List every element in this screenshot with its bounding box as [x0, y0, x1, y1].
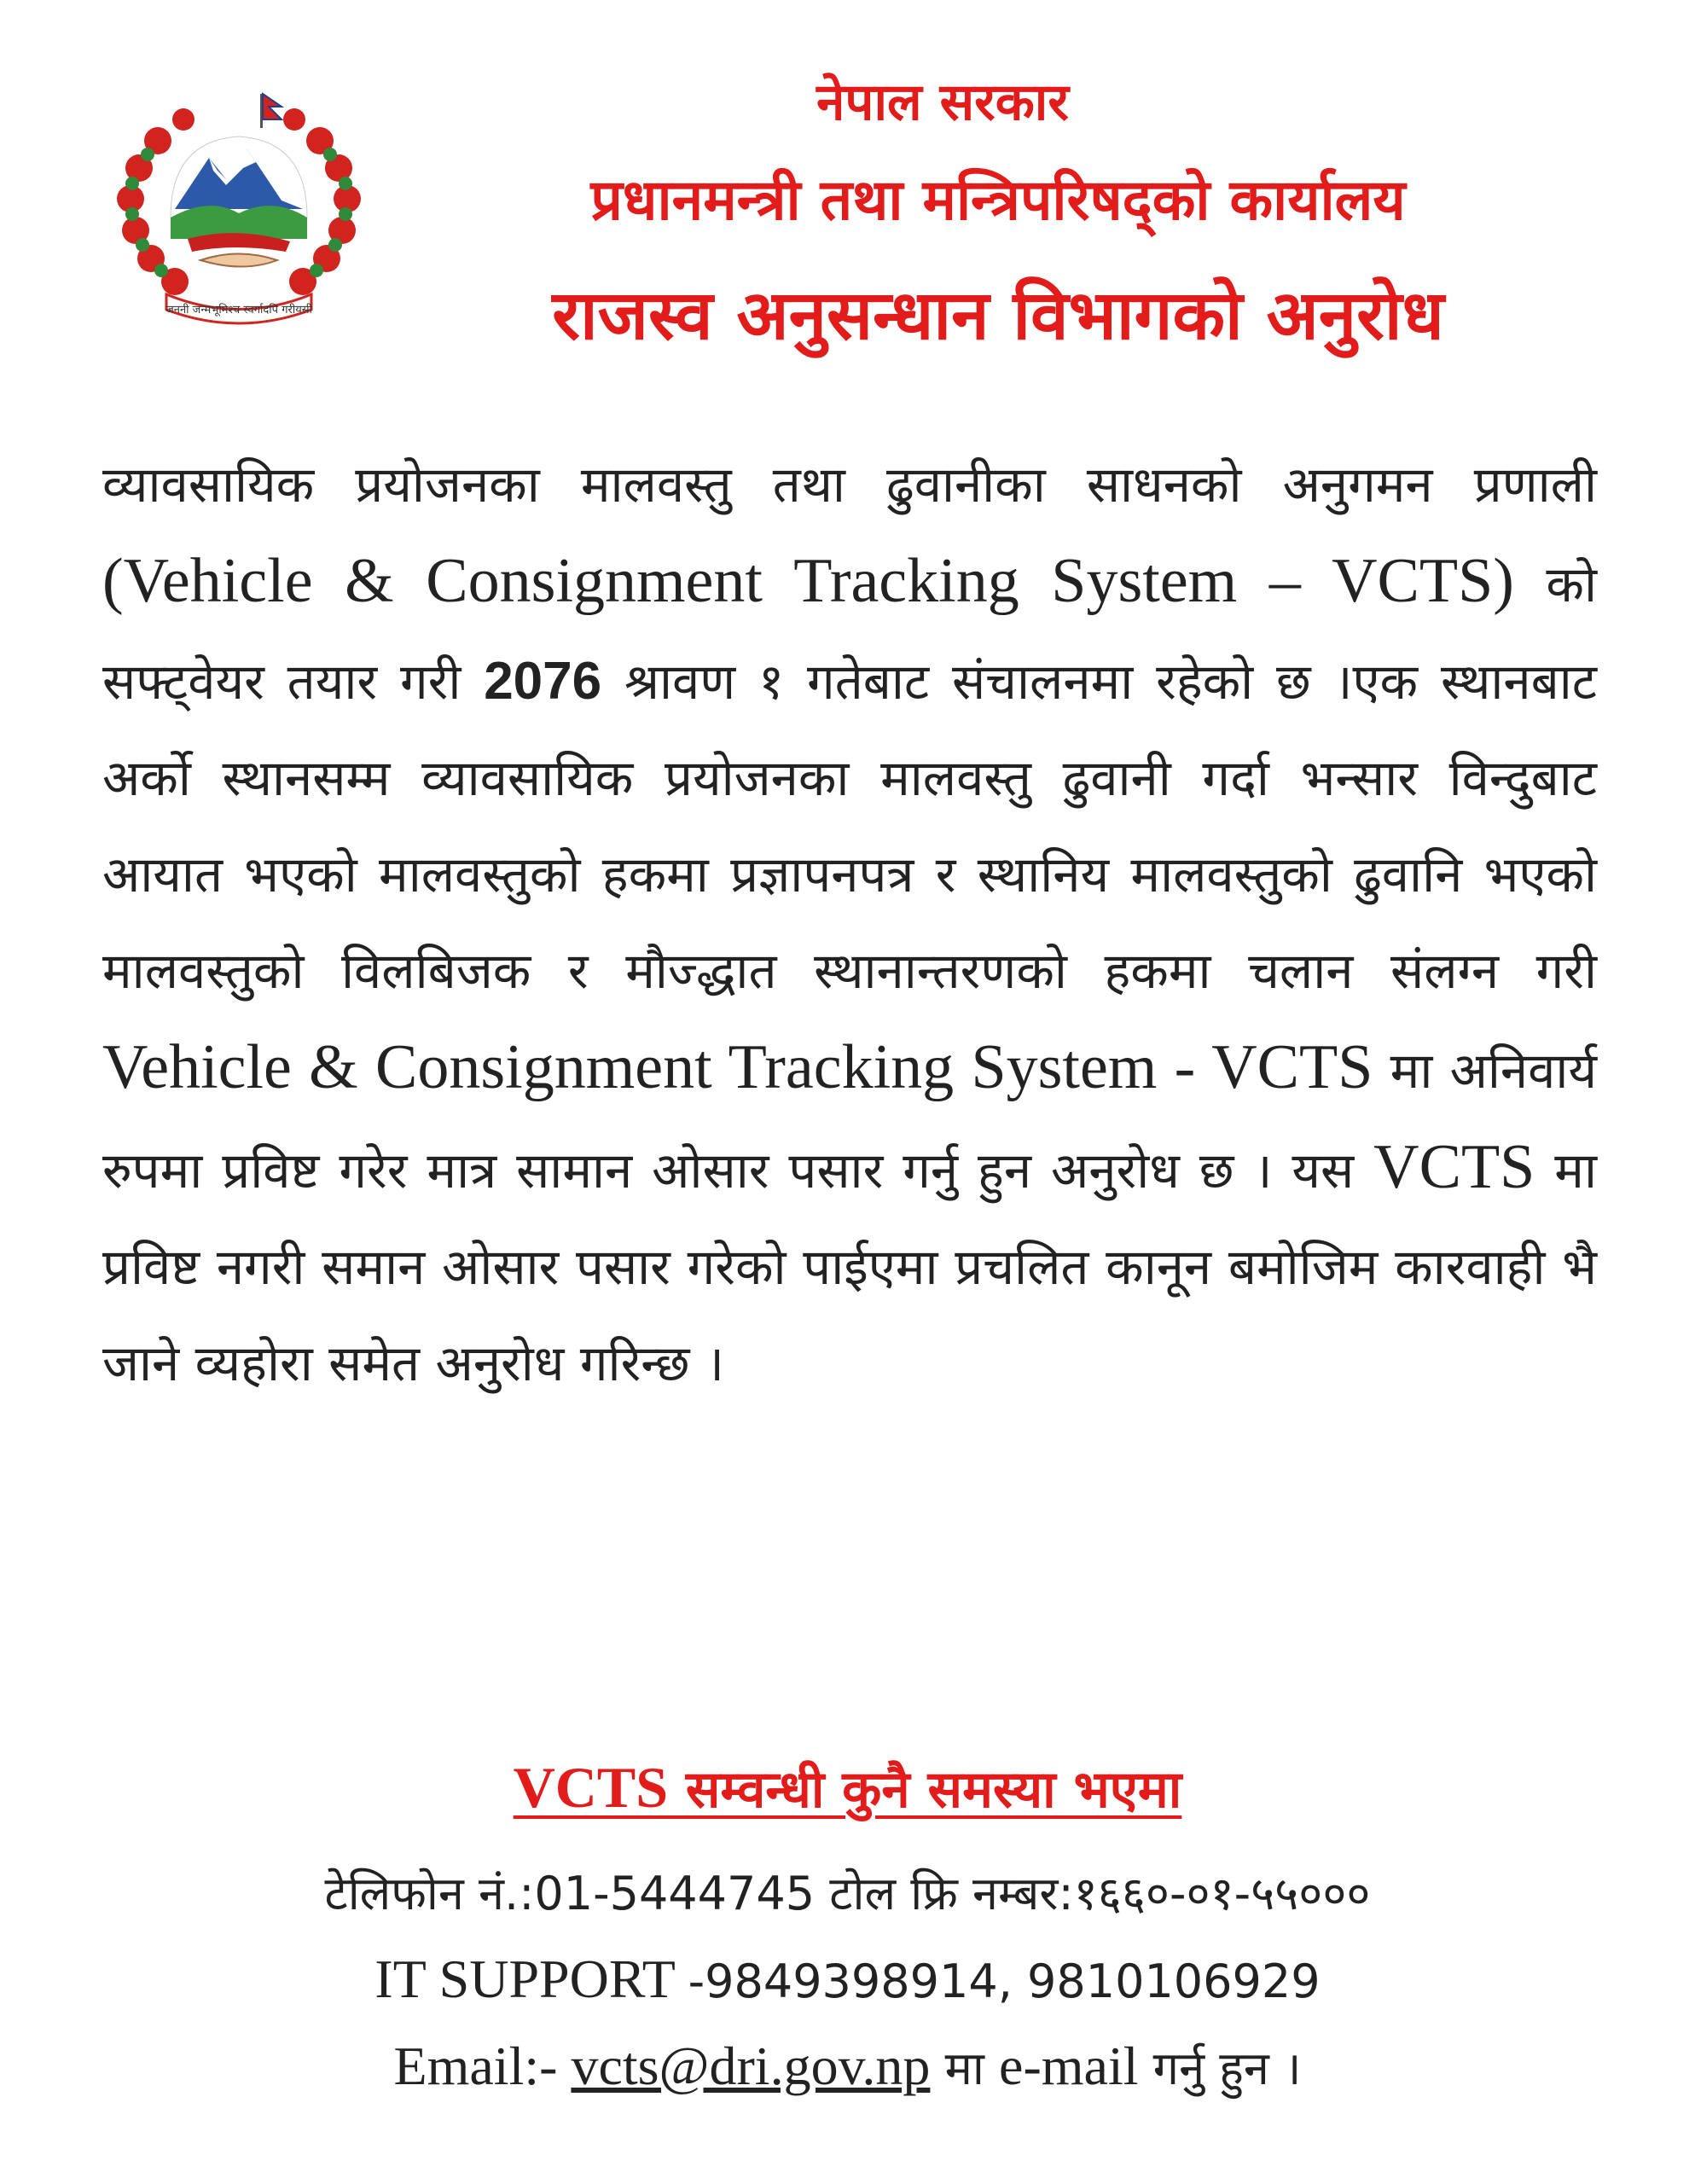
tollfree-number: १६६०-०१-५५०००	[1073, 1867, 1371, 1920]
body-text-3: श्रावण १ गतेबाट संचालनमा रहेको छ ।एक स्थानबाट अर्को स्थानसम्म व्यावसायिक प्रयोजनका मालवस्तु ढुवानी गर्दा भन्सार विन्दुबाट आयात भएको मालवस्तुको हकमा प्रज्ञापनपत्र र स्थानिय मालवस्तुको ढुवानि भएको मालवस्तुको विलबिजक र मौज्द्धात स्थानान्तरणको हकमा चलान संलग्न गरी	[102, 653, 1597, 1000]
email-link[interactable]: vcts@dri.gov.np	[571, 2036, 931, 2096]
department-title: राजस्व अनुसन्धान विभागको अनुरोध	[552, 276, 1444, 355]
header-titles	[401, 60, 1595, 375]
government-title: नेपाल सरकार	[816, 73, 1069, 132]
body-year: 2076	[484, 652, 602, 711]
phone-number: 01-5444745	[534, 1867, 816, 1920]
contact-heading-text: सम्वन्धी कुनै समस्या भएमा	[668, 1760, 1182, 1820]
contact-heading	[0, 1740, 1695, 1837]
email-middle: मा	[930, 2042, 1000, 2095]
tollfree-label: टोल फ्रि नम्बर:	[815, 1867, 1074, 1920]
letter-header	[0, 0, 1695, 392]
it-support-numbers: -9849398914, 9810106929	[688, 1955, 1321, 2008]
it-support-line	[0, 1937, 1695, 2024]
body-text-5: मा प्रविष्ट नगरी समान ओसार पसार गरेको पाईएमा प्रचलित कानून बमोजिम कारवाही भै जाने व्यहोरा समेत अनुरोध गरिन्छ ।	[102, 1141, 1597, 1392]
body-text-4: मा अनिवार्य रुपमा प्रविष्ट गरेर मात्र सामान ओसार पसार गर्नु हुन अनुरोध छ । यस	[102, 1042, 1597, 1199]
emblem-motto: जननी जन्मभूमिश्च स्वर्गादपि गरीयसी	[165, 304, 312, 317]
notice-paragraph	[102, 437, 1597, 1412]
email-end: गर्नु हुन ।	[1138, 2042, 1302, 2095]
email-label: Email:-	[393, 2036, 572, 2096]
contact-heading-vcts: VCTS	[513, 1755, 669, 1820]
email-word: e-mail	[999, 2036, 1139, 2096]
body-vcts-full-2: Vehicle & Consignment Tracking System - VCTS	[102, 1032, 1373, 1102]
phone-label: टेलिफोन नं.:	[324, 1867, 535, 1920]
body-vcts-short: VCTS	[1373, 1132, 1535, 1202]
office-title: प्रधानमन्त्री तथा मन्त्रिपरिषद्को कार्यालय	[590, 167, 1406, 233]
phone-line	[0, 1851, 1695, 1937]
body-text-2: को सफ्ट्वेयर तयार गरी	[102, 555, 1597, 711]
it-support-label: IT SUPPORT	[374, 1949, 688, 2009]
body-text-1: व्यावसायिक प्रयोजनका मालवस्तु तथा ढुवानीका साधनको अनुगमन प्रणाली	[102, 456, 1597, 514]
email-line	[0, 2024, 1695, 2111]
body-vcts-full-1: (Vehicle & Consignment Tracking System – VCTS)	[102, 546, 1514, 616]
